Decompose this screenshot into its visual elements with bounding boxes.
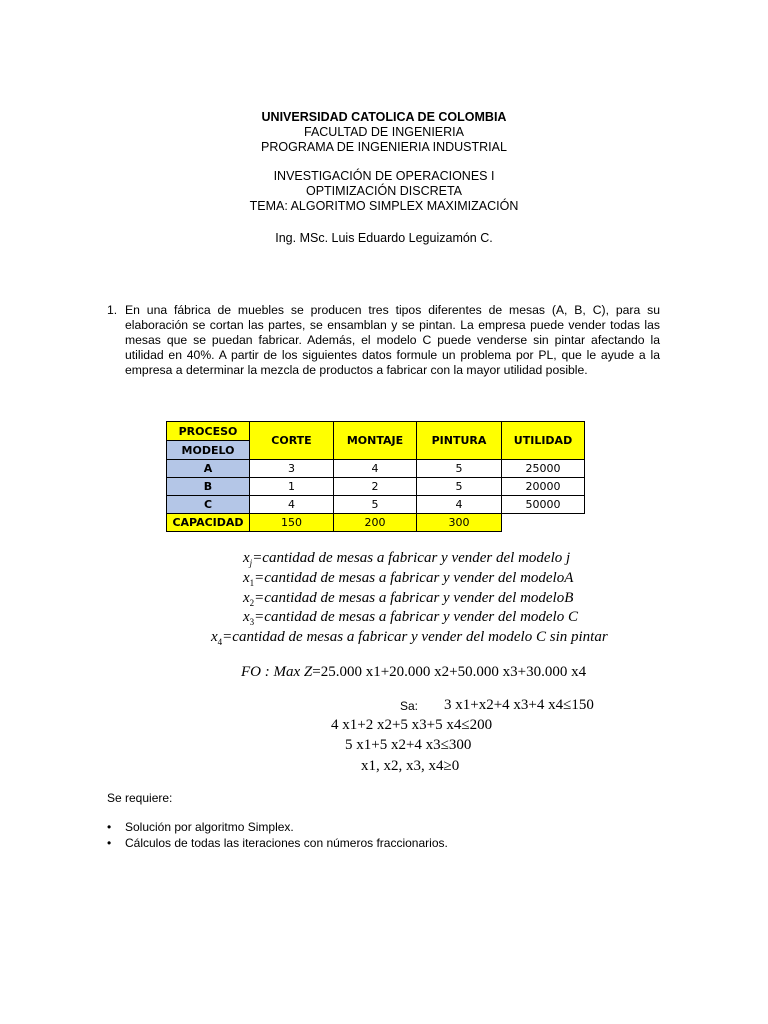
author: Ing. MSc. Luis Eduardo Leguizamón C. bbox=[275, 231, 493, 245]
list-item: • Cálculos de todas las iteraciones con números fraccionarios. bbox=[107, 836, 448, 850]
sa-label: Sa: bbox=[400, 699, 419, 713]
course-name: INVESTIGACIÓN DE OPERACIONES I bbox=[273, 169, 495, 183]
var-x4: $x_4=cantidad$ de mesas a fabricar y vender del modelo C sin pintar bbox=[211, 629, 608, 647]
capacity-cell: 300 bbox=[417, 514, 502, 532]
capacity-label: CAPACIDAD bbox=[167, 514, 250, 532]
table-cell: 4 bbox=[334, 460, 417, 478]
var-x1: $x_1=cantidad$ de mesas a fabricar y vender del modeloA bbox=[243, 570, 574, 588]
topic: TEMA: ALGORITMO SIMPLEX MAXIMIZACIÓN bbox=[249, 199, 519, 213]
header-utilidad: UTILIDAD bbox=[502, 422, 585, 460]
problem-text: En una fábrica de muebles se producen tres tipos diferentes de mesas (A, B, C), para su elaboración se cortan las partes, se ensamblan y se pintan. La empresa puede vender todas las mesas que se puedan fabricar. Además, el modelo C puede venderse sin pintar afectando la utilidad en 40%. A partir de los siguientes datos formule un problema por PL, que le ayude a la empresa a determinar la mezcla de productos a fabricar con la mayor utilidad posible. bbox=[125, 303, 660, 377]
table-cell: 4 bbox=[417, 496, 502, 514]
table-cell: 1 bbox=[250, 478, 334, 496]
table-cell: 2 bbox=[334, 478, 417, 496]
var-x3: $x_3=cantidad$ de mesas a fabricar y vender del modelo C bbox=[243, 609, 578, 627]
constraint-3: 5 x1+5 x2+4 x3≤300 bbox=[345, 737, 472, 753]
university-name: UNIVERSIDAD CATOLICA DE COLOMBIA bbox=[261, 110, 507, 124]
problem-number: 1. bbox=[107, 303, 118, 317]
header-montaje: MONTAJE bbox=[334, 422, 417, 460]
row-label: B bbox=[167, 478, 250, 496]
data-table bbox=[166, 421, 585, 532]
constraint-2: 4 x1+2 x2+5 x3+5 x4≤200 bbox=[331, 717, 493, 733]
course-subtitle: OPTIMIZACIÓN DISCRETA bbox=[305, 184, 463, 198]
row-label: C bbox=[167, 496, 250, 514]
var-x2: $x_2=cantidad$ de mesas a fabricar y vender del modeloB bbox=[243, 590, 574, 608]
capacity-row bbox=[167, 514, 585, 532]
table-row bbox=[167, 496, 585, 514]
objective-function: FO : Max Z=25.000 x1+20.000 x2+50.000 x3+30.000 x4 bbox=[241, 664, 587, 680]
empty-cell bbox=[502, 514, 585, 532]
table-cell: 25000 bbox=[502, 460, 585, 478]
table-cell: 20000 bbox=[502, 478, 585, 496]
table-cell: 5 bbox=[334, 496, 417, 514]
table-cell: 50000 bbox=[502, 496, 585, 514]
var-xj: $x_j=cantidad$ de mesas a fabricar y vender del modelo j bbox=[243, 550, 571, 568]
header-corte: CORTE bbox=[250, 422, 334, 460]
table-cell: 5 bbox=[417, 478, 502, 496]
table-cell: 5 bbox=[417, 460, 502, 478]
requirements-title: Se requiere: bbox=[107, 791, 173, 805]
table-row bbox=[167, 478, 585, 496]
constraint-1: 3 x1+x2+4 x3+4 x4≤150 bbox=[444, 697, 594, 713]
table-cell: 4 bbox=[250, 496, 334, 514]
faculty-name: FACULTAD DE INGENIERIA bbox=[304, 125, 464, 139]
row-label: A bbox=[167, 460, 250, 478]
program-name: PROGRAMA DE INGENIERIA INDUSTRIAL bbox=[261, 140, 507, 154]
constraint-nonnegativity: x1, x2, x3, x4≥0 bbox=[361, 758, 460, 774]
list-item: • Solución por algoritmo Simplex. bbox=[107, 820, 294, 834]
header-modelo: MODELO bbox=[167, 441, 250, 460]
table-cell: 3 bbox=[250, 460, 334, 478]
header-pintura: PINTURA bbox=[417, 422, 502, 460]
capacity-cell: 150 bbox=[250, 514, 334, 532]
capacity-cell: 200 bbox=[334, 514, 417, 532]
header-proceso: PROCESO bbox=[167, 422, 250, 441]
table-row bbox=[167, 460, 585, 478]
